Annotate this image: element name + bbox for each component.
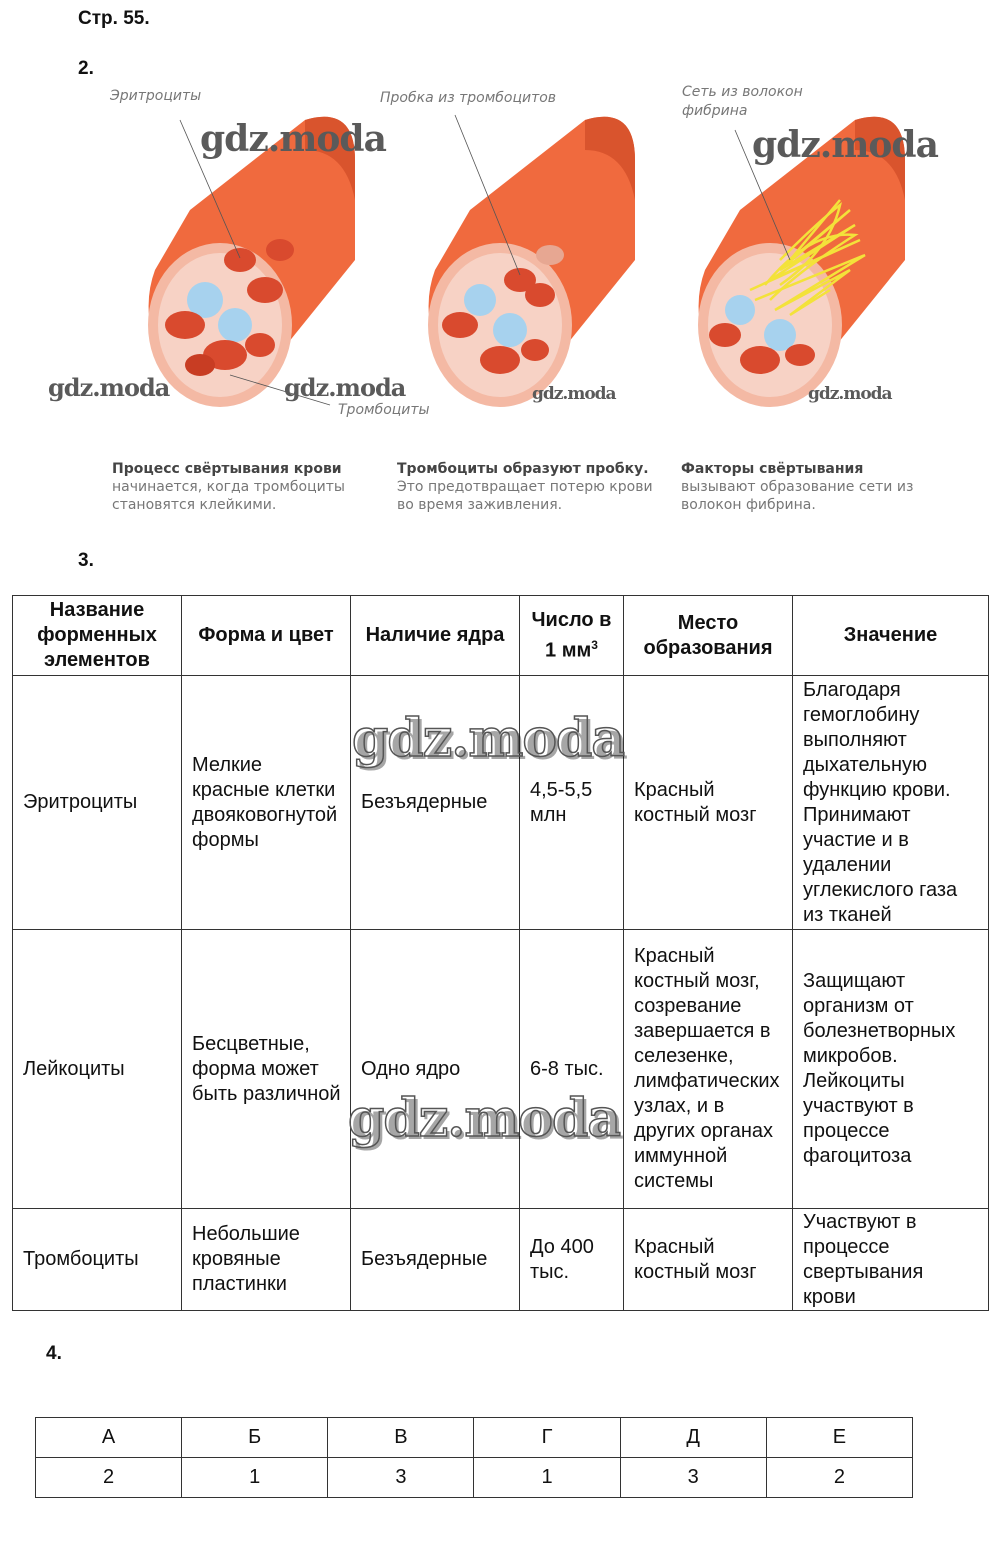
header-function: Значение <box>793 596 989 676</box>
answer-table <box>35 1417 913 1498</box>
cell-origin: Красный костный мозг, созревание завершается в селезенке, лимфатических узлах, и в других органах иммунной системы <box>624 930 793 1209</box>
answer-letter: А <box>36 1418 182 1458</box>
cell-name: Лейкоциты <box>13 930 182 1209</box>
table-header-row <box>13 596 989 676</box>
caption-3-text: вызывают образование сети из волокон фибрина. <box>681 479 914 513</box>
watermark: gdz.moda <box>48 373 170 402</box>
caption-1 <box>112 460 372 514</box>
cell-function: Защищают организм от болезнетворных микробов. Лейкоциты участвуют в процессе фагоцитоза <box>793 930 989 1209</box>
watermark: gdz.moda <box>752 124 938 166</box>
answer-value: 2 <box>36 1458 182 1498</box>
task-4-number: 4. <box>46 1343 62 1364</box>
caption-3-title: Факторы свёртывания <box>681 461 864 477</box>
answer-letter: Г <box>474 1418 620 1458</box>
watermark: gdz.moda <box>284 373 406 402</box>
caption-1-text: начинается, когда тромбоциты становятся клейкими. <box>112 479 345 513</box>
cell-function: Благодаря гемоглобину выполняют дыхательную функцию крови. Принимают участие и в удалении углекислого газа из тканей <box>793 676 989 930</box>
cell-nucleus: Безъядерные <box>351 1209 520 1311</box>
answer-value: 3 <box>328 1458 474 1498</box>
answer-value: 2 <box>766 1458 912 1498</box>
watermark: gdz.moda <box>352 708 625 769</box>
label-platelets: Тромбоциты <box>338 402 430 418</box>
table-row <box>13 1209 989 1311</box>
cell-function: Участвуют в процессе свертывания крови <box>793 1209 989 1311</box>
cell-shape: Небольшие кровяные пластинки <box>182 1209 351 1311</box>
answer-letter: Е <box>766 1418 912 1458</box>
watermark: gdz.moda <box>200 118 386 160</box>
task-3-number: 3. <box>78 550 94 571</box>
caption-2-text: Это предотвращает потерю крови во время заживления. <box>397 479 653 513</box>
header-count-label: Число в 1 мм <box>531 608 612 662</box>
table-row <box>13 930 989 1209</box>
page-number: Стр. 55. <box>78 8 150 29</box>
cell-count: 4,5-5,5 млн <box>520 676 624 930</box>
answer-letter: В <box>328 1418 474 1458</box>
watermark: gdz.moda <box>348 1088 621 1149</box>
answer-values-row <box>36 1458 913 1498</box>
cell-count: До 400 тыс. <box>520 1209 624 1311</box>
header-count-sup: 3 <box>591 637 598 652</box>
header-count <box>520 596 624 676</box>
label-platelet-plug: Пробка из тромбоцитов <box>380 90 557 106</box>
answer-letter: Б <box>182 1418 328 1458</box>
header-nucleus: Наличие ядра <box>351 596 520 676</box>
cell-nucleus: Одно ядро <box>351 930 520 1209</box>
answer-letter: Д <box>620 1418 766 1458</box>
task-2-number: 2. <box>78 58 94 79</box>
header-name: Название форменных элементов <box>13 596 182 676</box>
cell-origin: Красный костный мозг <box>624 1209 793 1311</box>
cell-shape: Бесцветные, форма может быть различной <box>182 930 351 1209</box>
label-erythrocytes: Эритроциты <box>110 88 202 104</box>
cell-origin: Красный костный мозг <box>624 676 793 930</box>
caption-3 <box>681 460 941 514</box>
cell-name: Эритроциты <box>13 676 182 930</box>
cell-nucleus: Безъядерные <box>351 676 520 930</box>
blood-cells-table <box>12 595 989 1311</box>
header-origin: Место образования <box>624 596 793 676</box>
caption-2 <box>397 460 657 514</box>
vessel-illustration-2 <box>410 110 650 410</box>
cell-count: 6-8 тыс. <box>520 930 624 1209</box>
answer-value: 1 <box>474 1458 620 1498</box>
caption-1-title: Процесс свёртывания крови <box>112 461 342 477</box>
watermark: gdz.moda <box>808 384 892 404</box>
label-fibrin-net: Сеть из волокон фибрина <box>682 84 803 119</box>
answer-letters-row <box>36 1418 913 1458</box>
header-shape-color: Форма и цвет <box>182 596 351 676</box>
watermark: gdz.moda <box>532 384 616 404</box>
answer-value: 1 <box>182 1458 328 1498</box>
answer-value: 3 <box>620 1458 766 1498</box>
caption-2-title: Тромбоциты образуют пробку. <box>397 461 649 477</box>
cell-name: Тромбоциты <box>13 1209 182 1311</box>
cell-shape: Мелкие красные клетки двояковогнутой формы <box>182 676 351 930</box>
